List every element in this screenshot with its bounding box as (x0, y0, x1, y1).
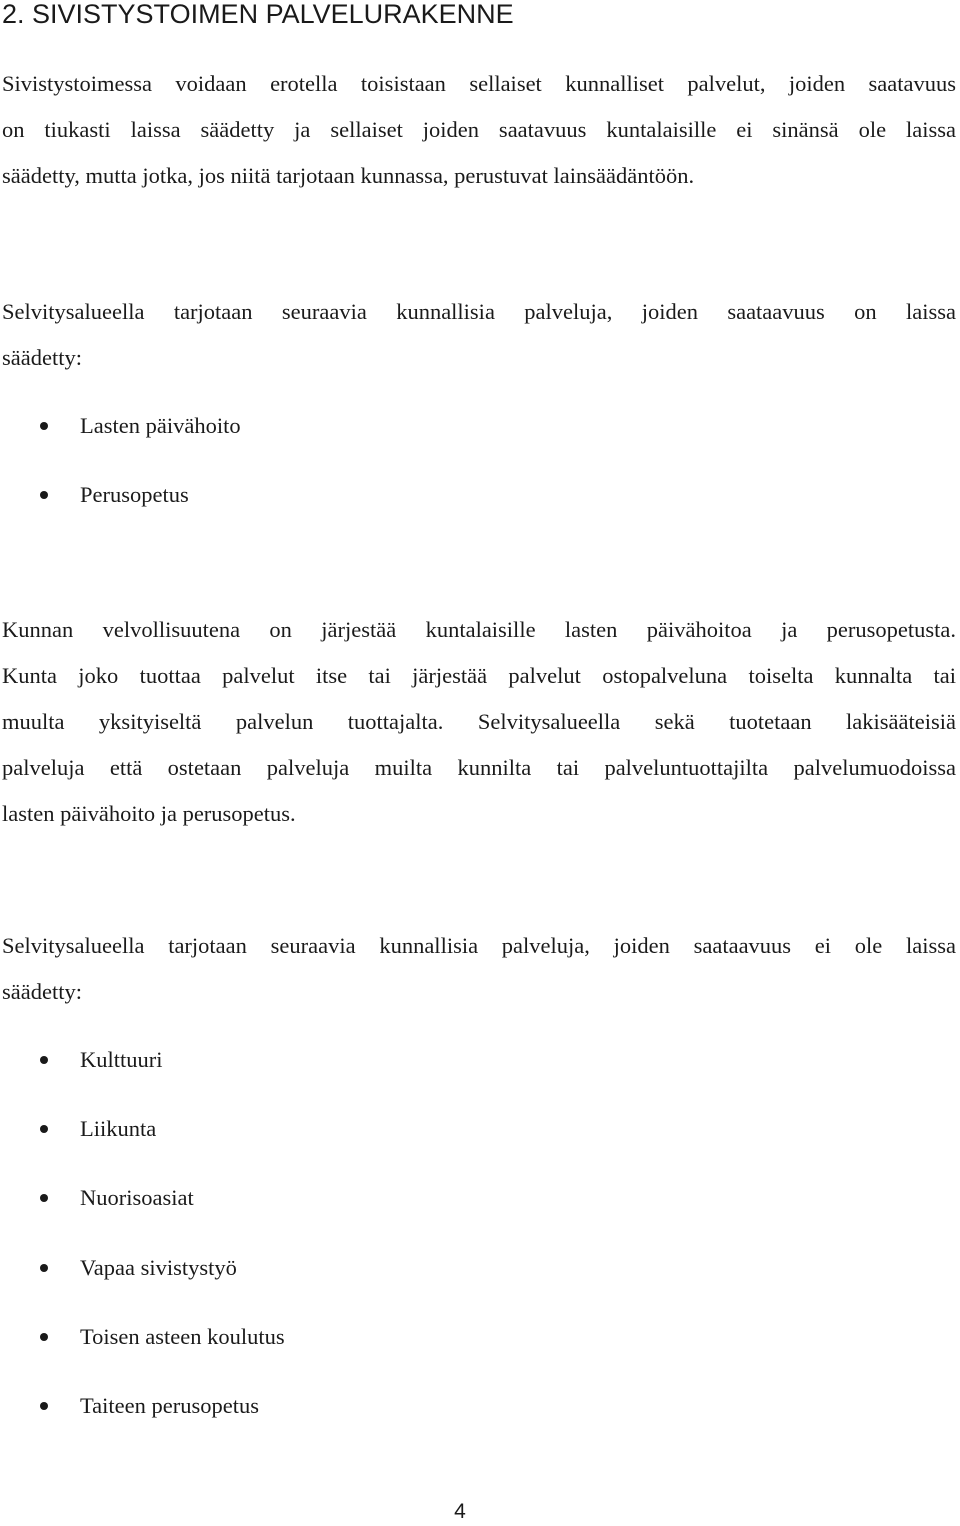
intro-paragraph (2, 61, 956, 199)
list-item (0, 1040, 600, 1080)
list-item-text: Liikunta (80, 1116, 157, 1141)
obligation-line-1: Kunnan velvollisuutena on järjestää kuntalaisille lasten päivähoitoa ja perusopetusta. (2, 617, 956, 642)
non-statutory-line-2: säädetty: (2, 979, 82, 1004)
bullet-icon (40, 1125, 48, 1133)
non-statutory-intro-paragraph (2, 923, 956, 1015)
obligation-line-5: lasten päivähoito ja perusopetus. (2, 801, 296, 826)
list-item (0, 406, 600, 446)
list-item (0, 1386, 600, 1426)
section-heading: 2. SIVISTYSTOIMEN PALVELURAKENNE (2, 0, 514, 29)
obligation-line-4: palveluja että ostetaan palveluja muilta kunnilta tai palveluntuottajilta palvelumuodoissa (2, 755, 956, 780)
list-item-text: Toisen asteen koulutus (80, 1324, 285, 1349)
statutory-line-2: säädetty: (2, 345, 82, 370)
bullet-icon (40, 1402, 48, 1410)
bullet-icon (40, 1333, 48, 1341)
list-item (0, 1178, 600, 1218)
list-item (0, 1109, 600, 1149)
statutory-line-1: Selvitysalueella tarjotaan seuraavia kunnallisia palveluja, joiden saataavuus on laissa (2, 299, 956, 324)
bullet-icon (40, 1194, 48, 1202)
list-item-text: Taiteen perusopetus (80, 1393, 259, 1418)
page-number: 4 (454, 1500, 466, 1523)
list-item (0, 1248, 600, 1288)
non-statutory-line-1: Selvitysalueella tarjotaan seuraavia kunnallisia palveluja, joiden saataavuus ei ole laissa (2, 933, 956, 958)
list-item-text: Perusopetus (80, 482, 189, 507)
list-item-text: Lasten päivähoito (80, 413, 241, 438)
list-item-text: Nuorisoasiat (80, 1185, 194, 1210)
bullet-icon (40, 491, 48, 499)
list-item-text: Vapaa sivistystyö (80, 1255, 237, 1280)
obligation-paragraph (2, 607, 956, 837)
obligation-line-2: Kunta joko tuottaa palvelut itse tai järjestää palvelut ostopalveluna toiselta kunnalta tai (2, 663, 956, 688)
intro-line-1: Sivistystoimessa voidaan erotella toisistaan sellaiset kunnalliset palvelut, joiden saatavuus (2, 71, 956, 96)
intro-line-3: säädetty, mutta jotka, jos niitä tarjotaan kunnassa, perustuvat lainsäädäntöön. (2, 163, 695, 188)
list-item-text: Kulttuuri (80, 1047, 163, 1072)
intro-line-2: on tiukasti laissa säädetty ja sellaiset joiden saatavuus kuntalaisille ei sinänsä ole laissa (2, 117, 956, 142)
list-item (0, 1317, 600, 1357)
bullet-icon (40, 1056, 48, 1064)
bullet-icon (40, 1264, 48, 1272)
obligation-line-3: muulta yksityiseltä palvelun tuottajalta. Selvitysalueella sekä tuotetaan lakisääteisiä (2, 709, 956, 734)
list-item (0, 475, 600, 515)
statutory-intro-paragraph (2, 289, 956, 381)
bullet-icon (40, 422, 48, 430)
